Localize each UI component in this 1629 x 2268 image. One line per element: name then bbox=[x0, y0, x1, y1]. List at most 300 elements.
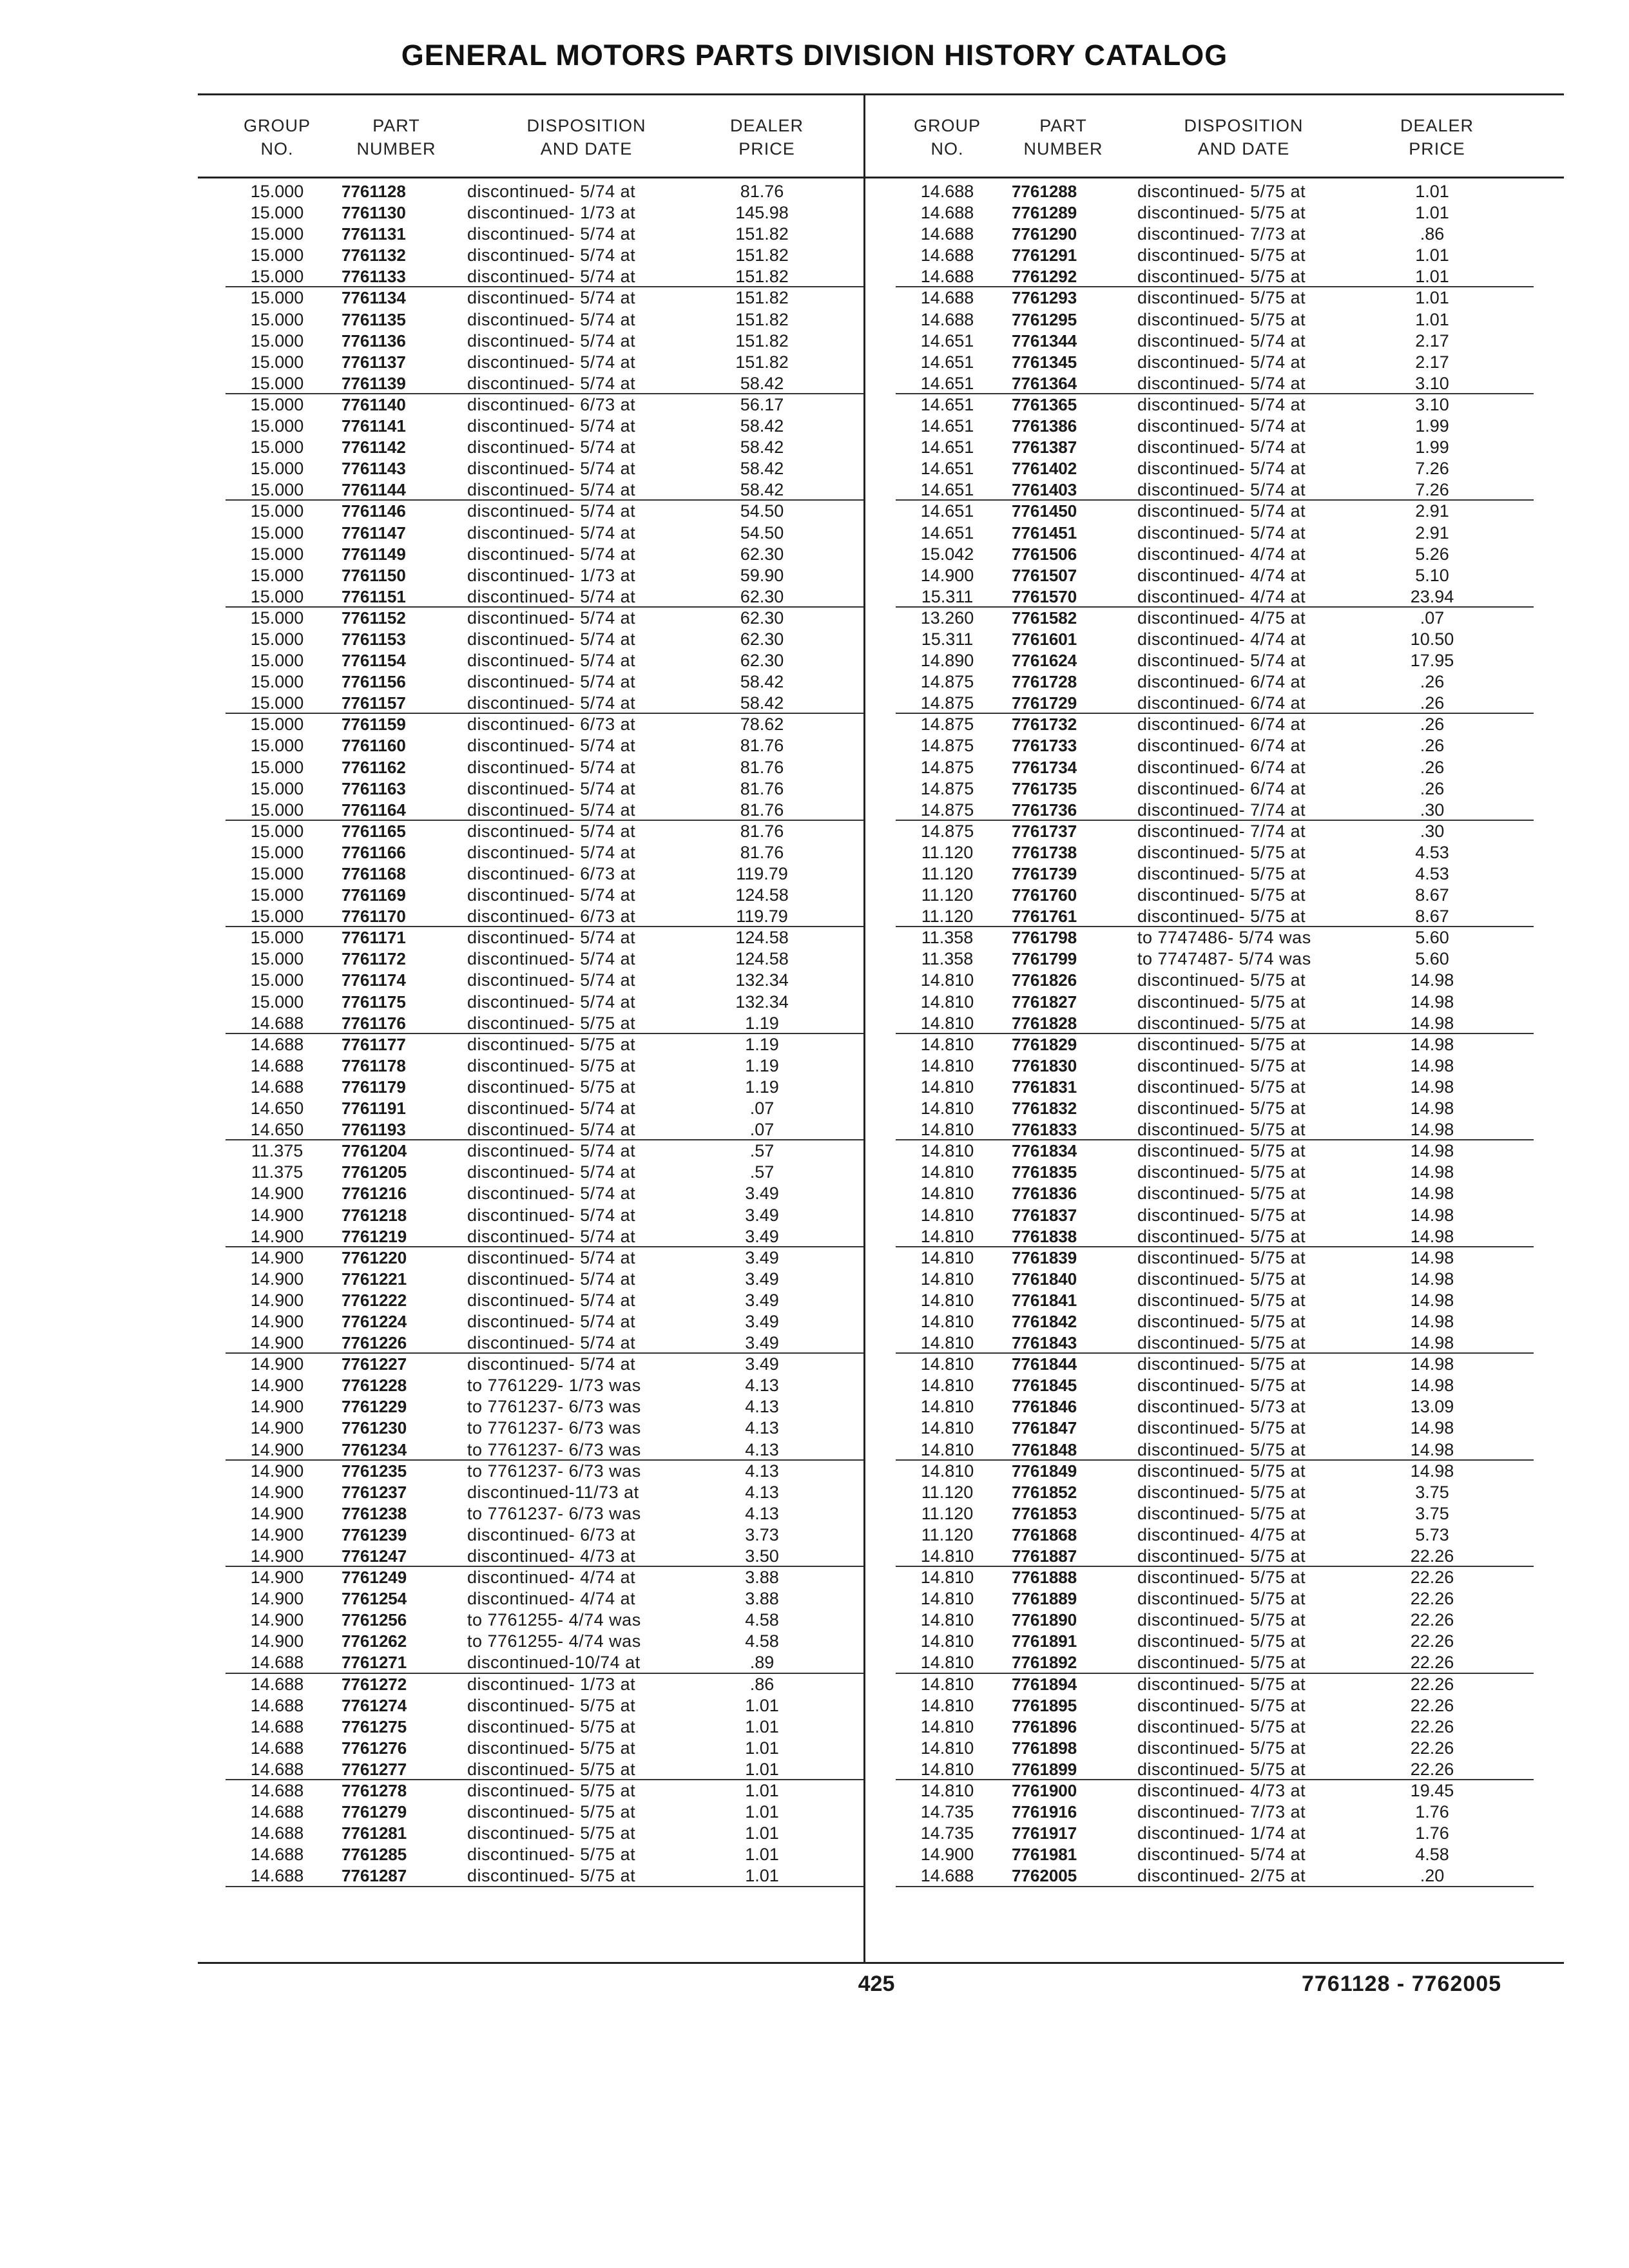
disposition-cell: discontinued- 5/75 at bbox=[1137, 1013, 1306, 1033]
part-number-cell: 7761761 bbox=[1012, 907, 1077, 927]
table-row bbox=[896, 309, 1534, 331]
table-row bbox=[896, 1311, 1534, 1332]
group-cell: 14.875 bbox=[920, 800, 974, 820]
table-row bbox=[226, 693, 863, 714]
dealer-price-cell: .07 bbox=[1420, 608, 1445, 628]
dealer-price-cell: 2.91 bbox=[1415, 501, 1449, 521]
table-row bbox=[896, 1226, 1534, 1247]
table-row bbox=[896, 1802, 1534, 1823]
part-number-cell: 7761256 bbox=[342, 1610, 407, 1630]
disposition-cell: discontinued- 4/73 at bbox=[467, 1546, 636, 1566]
table-row bbox=[226, 266, 863, 287]
part-number-cell: 7761890 bbox=[1012, 1610, 1077, 1630]
dealer-price-cell: .07 bbox=[749, 1099, 775, 1119]
disposition-cell: discontinued- 5/75 at bbox=[1137, 1461, 1306, 1481]
table-row bbox=[226, 523, 863, 544]
dealer-price-cell: 124.58 bbox=[735, 949, 789, 969]
table-row bbox=[226, 458, 863, 479]
dealer-price-cell: 22.26 bbox=[1410, 1738, 1454, 1758]
part-number-cell: 7761853 bbox=[1012, 1503, 1077, 1523]
dealer-price-cell: 1.01 bbox=[1415, 267, 1449, 287]
table-row bbox=[896, 629, 1534, 650]
right-table bbox=[896, 181, 1534, 1887]
group-cell: 14.810 bbox=[920, 1653, 974, 1673]
table-row bbox=[226, 1631, 863, 1652]
table-row bbox=[896, 1290, 1534, 1311]
dealer-price-cell: 1.01 bbox=[745, 1823, 779, 1843]
table-row bbox=[896, 437, 1534, 458]
disposition-cell: discontinued- 5/75 at bbox=[1137, 1205, 1306, 1225]
part-number-cell: 7761507 bbox=[1012, 565, 1077, 585]
top-rule bbox=[198, 93, 1564, 95]
table-row bbox=[896, 1269, 1534, 1290]
disposition-cell: discontinued- 5/75 at bbox=[467, 1695, 636, 1715]
part-number-cell: 7761868 bbox=[1012, 1524, 1077, 1544]
table-row bbox=[226, 757, 863, 778]
group-cell: 14.688 bbox=[250, 1802, 304, 1822]
table-row bbox=[226, 1439, 863, 1461]
group-cell: 15.000 bbox=[250, 992, 304, 1012]
header-price-left: DEALER PRICE bbox=[729, 116, 804, 159]
dealer-price-cell: 81.76 bbox=[740, 778, 784, 798]
dealer-price-cell: 151.82 bbox=[735, 352, 789, 372]
dealer-price-cell: 14.98 bbox=[1410, 1013, 1454, 1033]
disposition-cell: discontinued- 5/75 at bbox=[1137, 1354, 1306, 1374]
table-row bbox=[896, 757, 1534, 778]
table-row bbox=[226, 501, 863, 522]
table-row bbox=[896, 970, 1534, 991]
dealer-price-cell: 81.76 bbox=[740, 821, 784, 841]
disposition-cell: discontinued- 5/75 at bbox=[1137, 267, 1306, 287]
part-number-cell: 7761736 bbox=[1012, 800, 1077, 820]
part-number-cell: 7761271 bbox=[342, 1653, 407, 1673]
disposition-cell: discontinued- 5/75 at bbox=[467, 1716, 636, 1736]
part-number-cell: 7761889 bbox=[1012, 1589, 1077, 1609]
group-cell: 14.651 bbox=[920, 331, 974, 351]
part-number-cell: 7761852 bbox=[1012, 1482, 1077, 1502]
table-row bbox=[896, 948, 1534, 970]
disposition-cell: discontinued- 5/75 at bbox=[467, 1013, 636, 1033]
part-number-cell: 7761191 bbox=[342, 1099, 406, 1119]
group-cell: 14.900 bbox=[250, 1311, 304, 1331]
dealer-price-cell: 3.73 bbox=[745, 1524, 779, 1544]
dealer-price-cell: 1.01 bbox=[1415, 203, 1449, 223]
disposition-cell: discontinued- 5/74 at bbox=[467, 928, 636, 948]
dealer-price-cell: 4.13 bbox=[745, 1439, 779, 1459]
disposition-cell: discontinued- 1/73 at bbox=[467, 565, 636, 585]
dealer-price-cell: 54.50 bbox=[740, 523, 784, 543]
disposition-cell: discontinued- 5/74 at bbox=[467, 629, 636, 649]
table-row bbox=[896, 1205, 1534, 1226]
group-cell: 14.688 bbox=[250, 1653, 304, 1673]
disposition-cell: discontinued- 5/75 at bbox=[467, 1802, 636, 1822]
dealer-price-cell: .26 bbox=[1420, 736, 1445, 756]
part-number-cell: 7761981 bbox=[1012, 1845, 1077, 1865]
group-cell: 15.000 bbox=[250, 842, 304, 862]
dealer-price-cell: 3.49 bbox=[745, 1269, 779, 1289]
table-row bbox=[226, 1396, 863, 1418]
group-cell: 14.900 bbox=[250, 1269, 304, 1289]
disposition-cell: to 7761237- 6/73 was bbox=[467, 1461, 641, 1481]
table-row bbox=[226, 544, 863, 565]
group-cell: 14.875 bbox=[920, 778, 974, 798]
part-number-cell: 7761149 bbox=[342, 544, 406, 564]
disposition-cell: to 7747487- 5/74 was bbox=[1137, 949, 1311, 969]
dealer-price-cell: 1.19 bbox=[745, 1013, 779, 1033]
disposition-cell: discontinued- 5/74 at bbox=[467, 586, 636, 606]
group-cell: 14.900 bbox=[250, 1205, 304, 1225]
group-cell: 11.120 bbox=[921, 1524, 974, 1544]
dealer-price-cell: 22.26 bbox=[1410, 1568, 1454, 1588]
dealer-price-cell: 7.26 bbox=[1415, 480, 1449, 500]
dealer-price-cell: 14.98 bbox=[1410, 1461, 1454, 1481]
group-cell: 14.810 bbox=[920, 1716, 974, 1736]
part-number-cell: 7761204 bbox=[342, 1141, 407, 1161]
disposition-cell: discontinued- 5/75 at bbox=[1137, 1738, 1306, 1758]
dealer-price-cell: 3.49 bbox=[745, 1354, 779, 1374]
dealer-price-cell: .30 bbox=[1420, 800, 1445, 820]
part-number-cell: 7761230 bbox=[342, 1418, 407, 1438]
disposition-cell: discontinued- 5/74 at bbox=[467, 309, 636, 329]
table-row bbox=[226, 1461, 863, 1482]
group-cell: 14.688 bbox=[920, 309, 974, 329]
disposition-cell: discontinued- 5/74 at bbox=[467, 821, 636, 841]
group-cell: 15.000 bbox=[250, 437, 304, 457]
part-number-cell: 7761386 bbox=[1012, 416, 1077, 436]
disposition-cell: to 7761255- 4/74 was bbox=[467, 1610, 641, 1630]
group-cell: 15.000 bbox=[250, 672, 304, 692]
disposition-cell: discontinued- 5/75 at bbox=[1137, 1055, 1306, 1075]
table-row bbox=[226, 181, 863, 202]
group-cell: 14.650 bbox=[250, 1120, 304, 1140]
group-cell: 14.688 bbox=[250, 1716, 304, 1736]
table-row bbox=[226, 331, 863, 352]
disposition-cell: discontinued- 4/74 at bbox=[1137, 586, 1306, 606]
table-row bbox=[226, 608, 863, 629]
table-row bbox=[226, 1524, 863, 1546]
table-row bbox=[226, 287, 863, 309]
table-row bbox=[896, 608, 1534, 629]
part-number-cell: 7761229 bbox=[342, 1397, 407, 1417]
dealer-price-cell: 4.53 bbox=[1415, 864, 1449, 883]
disposition-cell: discontinued- 5/74 at bbox=[467, 373, 636, 393]
disposition-cell: discontinued- 6/74 at bbox=[1137, 778, 1306, 798]
disposition-cell: discontinued- 5/75 at bbox=[1137, 1077, 1306, 1097]
part-number-cell: 7761846 bbox=[1012, 1397, 1077, 1417]
group-cell: 14.810 bbox=[920, 1695, 974, 1715]
part-number-cell: 7761849 bbox=[1012, 1461, 1077, 1481]
group-cell: 14.650 bbox=[250, 1099, 304, 1119]
dealer-price-cell: .20 bbox=[1420, 1866, 1445, 1886]
disposition-cell: discontinued- 4/74 at bbox=[467, 1589, 636, 1609]
dealer-price-cell: 8.67 bbox=[1415, 885, 1449, 905]
table-row bbox=[896, 1162, 1534, 1183]
part-number-cell: 7761132 bbox=[342, 245, 406, 265]
disposition-cell: discontinued- 5/75 at bbox=[1137, 1333, 1306, 1353]
dealer-price-cell: 81.76 bbox=[740, 736, 784, 756]
part-number-cell: 7761152 bbox=[342, 608, 406, 628]
part-number-cell: 7761841 bbox=[1012, 1290, 1077, 1310]
dealer-price-cell: 1.01 bbox=[745, 1866, 779, 1886]
disposition-cell: discontinued- 5/75 at bbox=[467, 1077, 636, 1097]
dealer-price-cell: 4.13 bbox=[745, 1418, 779, 1438]
table-row bbox=[896, 927, 1534, 948]
table-row bbox=[226, 1759, 863, 1780]
disposition-cell: discontinued- 5/75 at bbox=[1137, 1184, 1306, 1204]
group-cell: 15.000 bbox=[250, 907, 304, 927]
disposition-cell: discontinued- 5/75 at bbox=[1137, 1099, 1306, 1119]
part-number-cell: 7761238 bbox=[342, 1503, 407, 1523]
group-cell: 14.810 bbox=[920, 1034, 974, 1054]
disposition-cell: discontinued- 5/75 at bbox=[1137, 1034, 1306, 1054]
disposition-cell: discontinued- 5/74 at bbox=[467, 1354, 636, 1374]
disposition-cell: discontinued- 5/74 at bbox=[467, 651, 636, 671]
part-number-cell: 7761829 bbox=[1012, 1034, 1077, 1054]
part-number-cell: 7761218 bbox=[342, 1205, 407, 1225]
group-cell: 15.000 bbox=[250, 501, 304, 521]
group-cell: 11.120 bbox=[921, 842, 974, 862]
table-row bbox=[896, 671, 1534, 693]
dealer-price-cell: 14.98 bbox=[1410, 1439, 1454, 1459]
dealer-price-cell: 4.13 bbox=[745, 1397, 779, 1417]
disposition-cell: discontinued- 5/75 at bbox=[1137, 970, 1306, 990]
group-cell: 15.000 bbox=[250, 352, 304, 372]
table-row bbox=[226, 1695, 863, 1716]
dealer-price-cell: 1.19 bbox=[745, 1034, 779, 1054]
part-number-cell: 7761288 bbox=[1012, 182, 1077, 201]
group-cell: 14.900 bbox=[250, 1589, 304, 1609]
group-cell: 15.000 bbox=[250, 864, 304, 883]
table-row bbox=[896, 1439, 1534, 1461]
dealer-price-cell: 1.01 bbox=[745, 1759, 779, 1779]
table-row bbox=[896, 1418, 1534, 1439]
group-cell: 15.000 bbox=[250, 928, 304, 948]
table-row bbox=[226, 906, 863, 927]
dealer-price-cell: 22.26 bbox=[1410, 1631, 1454, 1651]
part-number-cell: 7761402 bbox=[1012, 459, 1077, 479]
group-cell: 14.651 bbox=[920, 523, 974, 543]
table-row bbox=[226, 1780, 863, 1802]
disposition-cell: discontinued- 6/73 at bbox=[467, 864, 636, 883]
disposition-cell: discontinued- 5/75 at bbox=[1137, 1311, 1306, 1331]
disposition-cell: discontinued- 5/74 at bbox=[1137, 352, 1306, 372]
table-row bbox=[896, 1546, 1534, 1567]
part-number-cell: 7761900 bbox=[1012, 1781, 1077, 1801]
group-cell: 14.651 bbox=[920, 459, 974, 479]
dealer-price-cell: .89 bbox=[749, 1653, 775, 1673]
group-cell: 15.000 bbox=[250, 651, 304, 671]
dealer-price-cell: 3.10 bbox=[1415, 373, 1449, 393]
table-row bbox=[226, 1055, 863, 1077]
group-cell: 14.900 bbox=[250, 1376, 304, 1396]
part-number-cell: 7761837 bbox=[1012, 1205, 1077, 1225]
disposition-cell: discontinued- 6/74 at bbox=[1137, 672, 1306, 692]
dealer-price-cell: 22.26 bbox=[1410, 1759, 1454, 1779]
disposition-cell: discontinued- 5/75 at bbox=[1137, 1546, 1306, 1566]
part-number-cell: 7761144 bbox=[342, 480, 406, 500]
table-row bbox=[896, 1716, 1534, 1738]
group-cell: 15.000 bbox=[250, 565, 304, 585]
table-row bbox=[226, 1013, 863, 1034]
group-cell: 14.900 bbox=[250, 1568, 304, 1588]
table-row bbox=[896, 1631, 1534, 1652]
dealer-price-cell: 58.42 bbox=[740, 459, 784, 479]
part-number-cell: 7761799 bbox=[1012, 949, 1077, 969]
dealer-price-cell: 56.17 bbox=[740, 394, 784, 414]
disposition-cell: discontinued- 5/75 at bbox=[1137, 182, 1306, 201]
part-number-cell: 7761891 bbox=[1012, 1631, 1077, 1651]
disposition-cell: discontinued- 5/75 at bbox=[467, 1781, 636, 1801]
dealer-price-cell: 1.01 bbox=[1415, 182, 1449, 201]
group-cell: 14.688 bbox=[920, 224, 974, 244]
disposition-cell: discontinued-11/73 at bbox=[467, 1482, 639, 1502]
part-number-cell: 7761128 bbox=[342, 182, 406, 201]
disposition-cell: discontinued- 5/75 at bbox=[1137, 1695, 1306, 1715]
disposition-cell: discontinued- 5/75 at bbox=[1137, 1247, 1306, 1267]
part-number-cell: 7761234 bbox=[342, 1439, 407, 1459]
group-cell: 15.000 bbox=[250, 182, 304, 201]
table-row bbox=[226, 352, 863, 373]
disposition-cell: discontinued- 5/74 at bbox=[467, 885, 636, 905]
part-number-cell: 7761274 bbox=[342, 1695, 407, 1715]
disposition-cell: discontinued- 5/74 at bbox=[467, 352, 636, 372]
part-number-cell: 7761295 bbox=[1012, 309, 1077, 329]
dealer-price-cell: 14.98 bbox=[1410, 1247, 1454, 1267]
group-cell: 14.900 bbox=[250, 1290, 304, 1310]
disposition-cell: discontinued- 5/74 at bbox=[467, 245, 636, 265]
disposition-cell: discontinued- 5/74 at bbox=[467, 757, 636, 777]
table-row bbox=[226, 671, 863, 693]
dealer-price-cell: 14.98 bbox=[1410, 1077, 1454, 1097]
disposition-cell: discontinued- 5/74 at bbox=[467, 544, 636, 564]
table-row bbox=[896, 1503, 1534, 1524]
part-number-cell: 7761899 bbox=[1012, 1759, 1077, 1779]
dealer-price-cell: 2.17 bbox=[1415, 352, 1449, 372]
group-cell: 13.260 bbox=[920, 608, 974, 628]
disposition-cell: discontinued- 7/73 at bbox=[1137, 224, 1306, 244]
dealer-price-cell: 2.17 bbox=[1415, 331, 1449, 351]
disposition-cell: discontinued- 5/75 at bbox=[467, 1845, 636, 1865]
group-cell: 14.900 bbox=[250, 1439, 304, 1459]
table-row bbox=[226, 1247, 863, 1269]
part-number-cell: 7761168 bbox=[342, 864, 406, 883]
dealer-price-cell: .26 bbox=[1420, 693, 1445, 713]
part-number-cell: 7761169 bbox=[342, 885, 406, 905]
part-number-cell: 7761179 bbox=[342, 1077, 406, 1097]
table-row bbox=[226, 842, 863, 863]
part-number-cell: 7761162 bbox=[342, 757, 406, 777]
dealer-price-cell: 1.01 bbox=[745, 1781, 779, 1801]
table-row bbox=[896, 1354, 1534, 1375]
group-cell: 14.810 bbox=[920, 1781, 974, 1801]
disposition-cell: discontinued- 5/75 at bbox=[467, 1866, 636, 1886]
dealer-price-cell: 3.49 bbox=[745, 1333, 779, 1353]
part-number-cell: 7761582 bbox=[1012, 608, 1077, 628]
part-number-cell: 7761281 bbox=[342, 1823, 407, 1843]
header-group-right: GROUP NO. bbox=[913, 116, 981, 159]
group-cell: 15.000 bbox=[250, 416, 304, 436]
dealer-price-cell: 3.49 bbox=[745, 1226, 779, 1246]
dealer-price-cell: 22.26 bbox=[1410, 1674, 1454, 1694]
part-number-cell: 7761848 bbox=[1012, 1439, 1077, 1459]
table-row bbox=[896, 1077, 1534, 1098]
disposition-cell: discontinued- 5/74 at bbox=[467, 1333, 636, 1353]
part-number-cell: 7761291 bbox=[1012, 245, 1077, 265]
group-cell: 14.810 bbox=[920, 1631, 974, 1651]
table-row bbox=[226, 479, 863, 501]
table-row bbox=[226, 1482, 863, 1503]
disposition-cell: discontinued- 5/75 at bbox=[1137, 1141, 1306, 1161]
dealer-price-cell: 17.95 bbox=[1410, 651, 1454, 671]
table-row bbox=[896, 1140, 1534, 1162]
table-row bbox=[226, 1375, 863, 1396]
disposition-cell: discontinued- 5/74 at bbox=[1137, 394, 1306, 414]
group-cell: 15.000 bbox=[250, 693, 304, 713]
dealer-price-cell: 81.76 bbox=[740, 842, 784, 862]
dealer-price-cell: 14.98 bbox=[1410, 970, 1454, 990]
table-row bbox=[226, 586, 863, 608]
dealer-price-cell: 78.62 bbox=[740, 715, 784, 735]
part-number-cell: 7761738 bbox=[1012, 842, 1077, 862]
part-number-cell: 7761734 bbox=[1012, 757, 1077, 777]
dealer-price-cell: .26 bbox=[1420, 715, 1445, 735]
table-row bbox=[226, 1226, 863, 1247]
dealer-price-cell: 119.79 bbox=[736, 907, 788, 927]
part-number-cell: 7761175 bbox=[342, 992, 406, 1012]
disposition-cell: to 7761237- 6/73 was bbox=[467, 1439, 641, 1459]
part-number-cell: 7761165 bbox=[342, 821, 406, 841]
dealer-price-cell: 3.49 bbox=[745, 1311, 779, 1331]
dealer-price-cell: 1.01 bbox=[745, 1716, 779, 1736]
table-row bbox=[226, 202, 863, 224]
disposition-cell: discontinued- 5/74 at bbox=[467, 1120, 636, 1140]
part-number-cell: 7761828 bbox=[1012, 1013, 1077, 1033]
table-row bbox=[226, 1738, 863, 1759]
table-row bbox=[896, 1034, 1534, 1055]
part-number-cell: 7761166 bbox=[342, 842, 406, 862]
header-part-left: PART NUMBER bbox=[356, 116, 436, 159]
table-row bbox=[226, 416, 863, 437]
disposition-cell: discontinued- 5/75 at bbox=[467, 1738, 636, 1758]
group-cell: 14.900 bbox=[250, 1333, 304, 1353]
disposition-cell: discontinued- 5/74 at bbox=[467, 693, 636, 713]
part-number-cell: 7761220 bbox=[342, 1247, 407, 1267]
disposition-cell: discontinued- 5/74 at bbox=[467, 1226, 636, 1246]
table-row bbox=[226, 1674, 863, 1695]
table-row bbox=[896, 1098, 1534, 1119]
group-cell: 14.810 bbox=[920, 1439, 974, 1459]
table-row bbox=[896, 1524, 1534, 1546]
table-row bbox=[896, 245, 1534, 266]
part-number-cell: 7761403 bbox=[1012, 480, 1077, 500]
dealer-price-cell: 14.98 bbox=[1410, 1290, 1454, 1310]
dealer-price-cell: 1.01 bbox=[1415, 288, 1449, 308]
disposition-cell: discontinued- 5/75 at bbox=[1137, 309, 1306, 329]
dealer-price-cell: 54.50 bbox=[740, 501, 784, 521]
disposition-cell: discontinued- 5/74 at bbox=[1137, 437, 1306, 457]
table-row bbox=[226, 1865, 863, 1887]
table-row bbox=[896, 821, 1534, 842]
dealer-price-cell: 4.13 bbox=[745, 1376, 779, 1396]
group-cell: 14.900 bbox=[250, 1503, 304, 1523]
group-cell: 14.810 bbox=[920, 1269, 974, 1289]
disposition-cell: discontinued- 5/75 at bbox=[1137, 1589, 1306, 1609]
part-number-cell: 7761177 bbox=[342, 1034, 406, 1054]
group-cell: 14.651 bbox=[920, 352, 974, 372]
table-row bbox=[896, 1055, 1534, 1077]
table-row bbox=[226, 948, 863, 970]
dealer-price-cell: 13.09 bbox=[1410, 1397, 1454, 1417]
